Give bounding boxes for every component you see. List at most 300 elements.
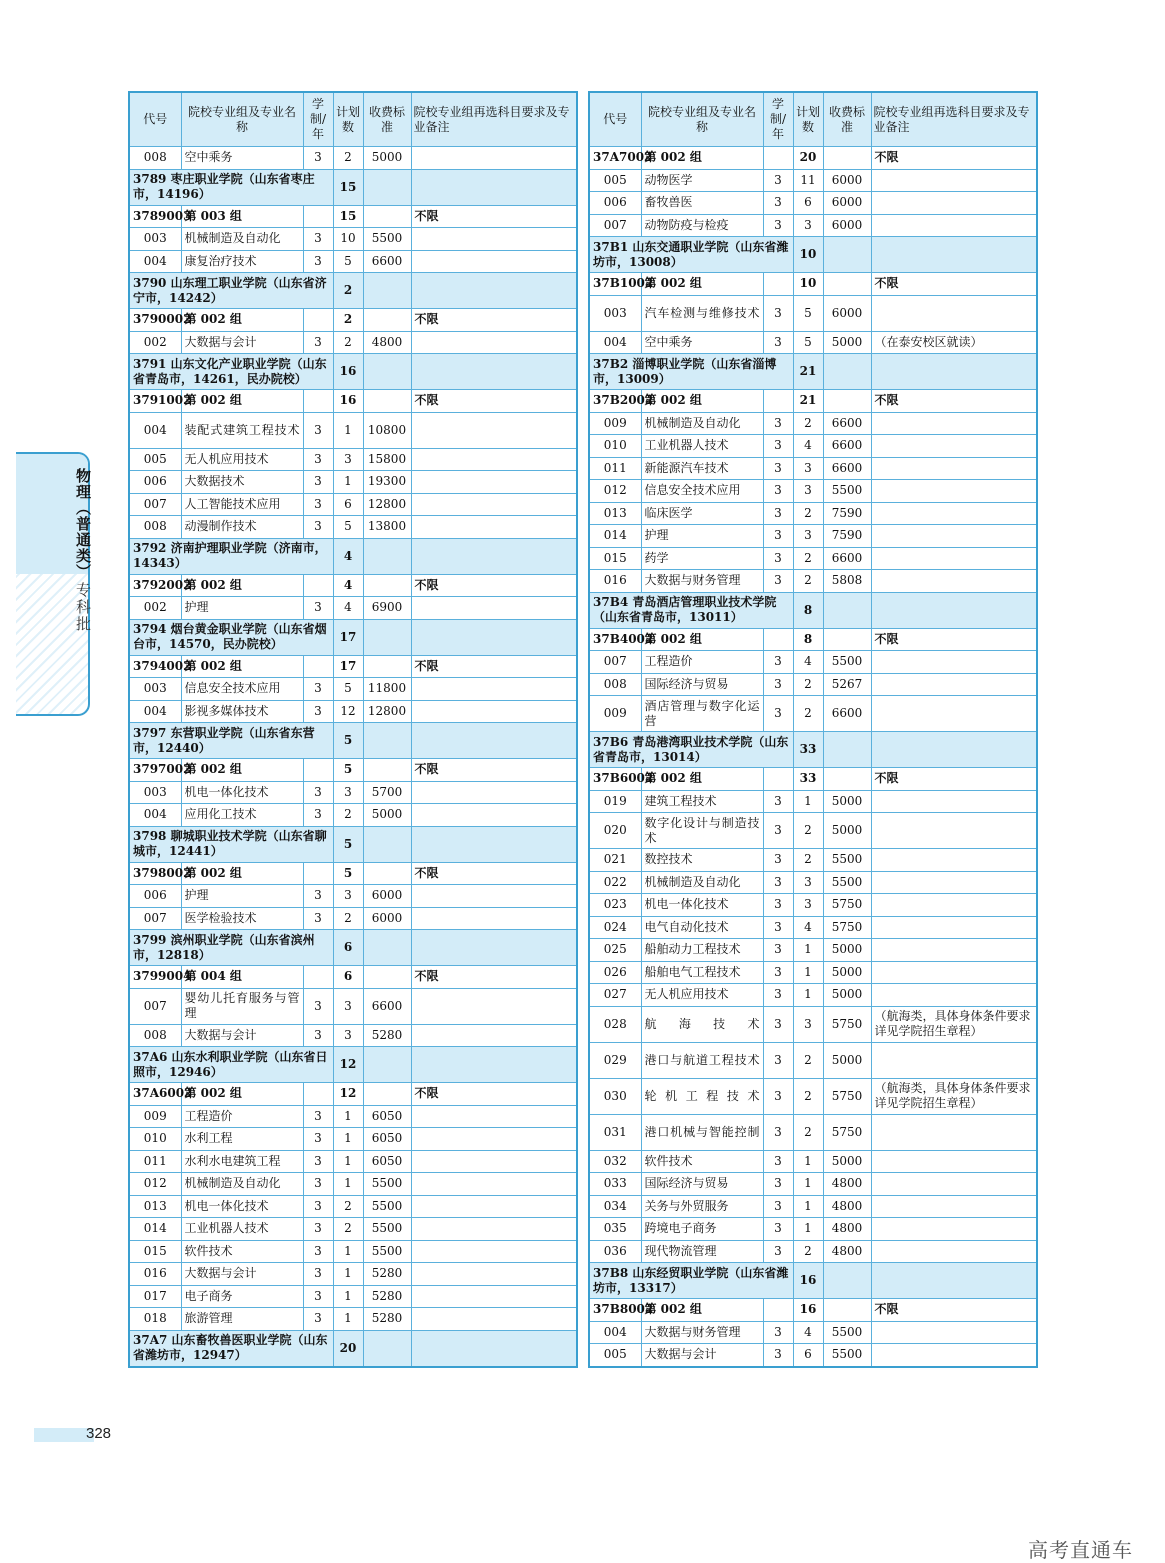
major-remark — [871, 673, 1037, 696]
major-code: 006 — [129, 885, 181, 908]
major-row — [589, 1114, 1037, 1150]
years: 3 — [763, 1195, 793, 1218]
remark-cell — [411, 826, 577, 862]
major-name: 工程造价 — [181, 1105, 303, 1128]
plan-count: 2 — [793, 1078, 823, 1114]
major-name: 航海技术 — [641, 1006, 763, 1042]
major-remark — [871, 651, 1037, 674]
major-remark — [411, 1024, 577, 1047]
major-code: 033 — [589, 1173, 641, 1196]
major-remark — [411, 1308, 577, 1331]
tuition-fee: 15800 — [363, 448, 411, 471]
major-code: 002 — [129, 597, 181, 620]
plan-count: 16 — [333, 390, 363, 413]
plan-count: 1 — [333, 1240, 363, 1263]
remark-cell — [411, 354, 577, 390]
major-name: 轮机工程技术 — [641, 1078, 763, 1114]
fee-cell — [363, 826, 411, 862]
institution-row — [129, 1330, 577, 1367]
major-remark — [871, 457, 1037, 480]
plan-count: 6 — [333, 930, 363, 966]
plan-count: 5 — [793, 331, 823, 354]
major-name: 婴幼儿托育服务与管理 — [181, 988, 303, 1024]
tuition-fee: 5000 — [363, 147, 411, 170]
plan-count: 3 — [793, 457, 823, 480]
institution-row — [129, 354, 577, 390]
major-code: 008 — [129, 147, 181, 170]
years: 3 — [303, 1128, 333, 1151]
major-name: 工业机器人技术 — [181, 1218, 303, 1241]
plan-count: 1 — [333, 471, 363, 494]
subject-requirement: 不限 — [871, 273, 1037, 296]
group-code: 3799004 — [129, 966, 181, 989]
plan-count: 3 — [793, 480, 823, 503]
years: 3 — [763, 916, 793, 939]
plan-count: 3 — [333, 781, 363, 804]
group-name: 第 002 组 — [641, 1299, 763, 1322]
major-name: 影视多媒体技术 — [181, 700, 303, 723]
major-name: 临床医学 — [641, 502, 763, 525]
plan-count: 10 — [793, 237, 823, 273]
major-remark — [871, 1321, 1037, 1344]
major-code: 020 — [589, 813, 641, 849]
major-code: 007 — [129, 493, 181, 516]
major-row — [589, 1321, 1037, 1344]
institution-row — [589, 732, 1037, 768]
major-group-row — [589, 390, 1037, 413]
major-row — [129, 331, 577, 354]
plan-count: 2 — [793, 570, 823, 593]
years-cell — [763, 1299, 793, 1322]
remark-cell — [411, 1047, 577, 1083]
group-code: 37B8002 — [589, 1299, 641, 1322]
major-row — [589, 790, 1037, 813]
major-row — [589, 1344, 1037, 1367]
years: 3 — [763, 673, 793, 696]
major-name: 工业机器人技术 — [641, 435, 763, 458]
major-row — [589, 435, 1037, 458]
fee-cell — [823, 147, 871, 170]
major-remark — [411, 597, 577, 620]
years: 3 — [303, 885, 333, 908]
major-code: 007 — [589, 651, 641, 674]
years: 3 — [763, 295, 793, 331]
years: 3 — [303, 1173, 333, 1196]
major-row — [589, 192, 1037, 215]
major-code: 031 — [589, 1114, 641, 1150]
major-remark — [871, 984, 1037, 1007]
major-code: 010 — [589, 435, 641, 458]
major-remark — [871, 1114, 1037, 1150]
subject-requirement: 不限 — [411, 1083, 577, 1106]
group-code: 37B4002 — [589, 628, 641, 651]
major-name: 建筑工程技术 — [641, 790, 763, 813]
major-remark — [411, 988, 577, 1024]
group-code: 37A6002 — [129, 1083, 181, 1106]
major-row — [589, 480, 1037, 503]
plan-count: 2 — [793, 502, 823, 525]
tuition-fee: 5500 — [363, 228, 411, 251]
tuition-fee: 5500 — [823, 871, 871, 894]
major-name: 汽车检测与维修技术 — [641, 295, 763, 331]
major-row — [129, 471, 577, 494]
plan-count: 1 — [793, 1173, 823, 1196]
major-row — [129, 597, 577, 620]
major-code: 010 — [129, 1128, 181, 1151]
tuition-fee: 6600 — [363, 988, 411, 1024]
major-name: 大数据与会计 — [641, 1344, 763, 1367]
plan-count: 15 — [333, 169, 363, 205]
major-remark — [871, 696, 1037, 732]
group-code: 37B2002 — [589, 390, 641, 413]
tuition-fee: 6000 — [823, 214, 871, 237]
plan-count: 17 — [333, 655, 363, 678]
major-group-row — [129, 205, 577, 228]
major-remark — [411, 1105, 577, 1128]
major-name: 大数据与会计 — [181, 1263, 303, 1286]
major-row — [589, 1240, 1037, 1263]
major-remark — [871, 547, 1037, 570]
fee-cell — [823, 628, 871, 651]
major-name: 大数据与财务管理 — [641, 570, 763, 593]
major-name: 机械制造及自动化 — [181, 228, 303, 251]
institution-name: 3792 济南护理职业学院（济南市，14343） — [129, 538, 333, 574]
tuition-fee: 6600 — [823, 547, 871, 570]
years: 3 — [763, 651, 793, 674]
years: 3 — [303, 412, 333, 448]
major-remark — [871, 894, 1037, 917]
institution-name: 3798 聊城职业技术学院（山东省聊城市，12441） — [129, 826, 333, 862]
major-name: 现代物流管理 — [641, 1240, 763, 1263]
group-code: 3791002 — [129, 390, 181, 413]
major-row — [129, 412, 577, 448]
plan-count: 16 — [793, 1299, 823, 1322]
fee-cell — [823, 1299, 871, 1322]
years: 3 — [763, 457, 793, 480]
tuition-fee: 5500 — [823, 651, 871, 674]
major-code: 026 — [589, 961, 641, 984]
major-name: 国际经济与贸易 — [641, 673, 763, 696]
major-row — [129, 804, 577, 827]
major-group-row — [589, 1299, 1037, 1322]
major-name: 新能源汽车技术 — [641, 457, 763, 480]
major-row — [129, 228, 577, 251]
header-plan: 计划数 — [793, 92, 823, 147]
table-header-row — [129, 92, 577, 147]
tuition-fee: 6600 — [823, 412, 871, 435]
fee-cell — [363, 759, 411, 782]
years-cell — [303, 862, 333, 885]
major-remark — [411, 781, 577, 804]
major-row — [589, 871, 1037, 894]
remark-cell — [411, 723, 577, 759]
fee-cell — [363, 354, 411, 390]
major-code: 016 — [129, 1263, 181, 1286]
plan-count: 1 — [793, 1218, 823, 1241]
major-row — [129, 493, 577, 516]
group-name: 第 002 组 — [641, 768, 763, 791]
major-code: 036 — [589, 1240, 641, 1263]
plan-count: 21 — [793, 390, 823, 413]
major-row — [589, 1218, 1037, 1241]
years: 3 — [303, 1240, 333, 1263]
major-row — [589, 570, 1037, 593]
major-row — [589, 547, 1037, 570]
subject-requirement: 不限 — [871, 768, 1037, 791]
major-row — [129, 700, 577, 723]
major-remark: （航海类，具体身体条件要求详见学院招生章程） — [871, 1078, 1037, 1114]
major-code: 005 — [589, 169, 641, 192]
subject-requirement: 不限 — [411, 390, 577, 413]
major-remark — [411, 331, 577, 354]
major-name: 软件技术 — [181, 1240, 303, 1263]
years: 3 — [763, 939, 793, 962]
fee-cell — [363, 655, 411, 678]
plan-count: 6 — [793, 1344, 823, 1367]
major-row — [129, 678, 577, 701]
major-code: 016 — [589, 570, 641, 593]
institution-name: 37A6 山东水利职业学院（山东省日照市，12946） — [129, 1047, 333, 1083]
plan-count: 33 — [793, 732, 823, 768]
major-code: 004 — [129, 250, 181, 273]
subject-requirement: 不限 — [411, 759, 577, 782]
years: 3 — [303, 331, 333, 354]
tuition-fee: 5750 — [823, 1114, 871, 1150]
major-remark — [411, 448, 577, 471]
subject-requirement: 不限 — [411, 574, 577, 597]
years: 3 — [303, 1285, 333, 1308]
plan-count: 5 — [333, 826, 363, 862]
years: 3 — [303, 781, 333, 804]
tuition-fee: 5500 — [363, 1173, 411, 1196]
major-name: 大数据与会计 — [181, 1024, 303, 1047]
major-name: 机械制造及自动化 — [641, 871, 763, 894]
plan-count: 20 — [333, 1330, 363, 1367]
plan-count: 5 — [333, 678, 363, 701]
years: 3 — [763, 412, 793, 435]
major-code: 004 — [589, 331, 641, 354]
watermark: 高考直通车 — [1028, 1538, 1133, 1562]
header-remark: 院校专业组再选科目要求及专业备注 — [411, 92, 577, 147]
tuition-fee: 13800 — [363, 516, 411, 539]
major-row — [589, 894, 1037, 917]
tuition-fee: 6000 — [823, 169, 871, 192]
group-name: 第 002 组 — [181, 759, 303, 782]
remark-cell — [871, 354, 1037, 390]
plan-count: 2 — [793, 412, 823, 435]
group-name: 第 002 组 — [641, 390, 763, 413]
plan-count: 1 — [793, 790, 823, 813]
major-code: 007 — [129, 907, 181, 930]
major-row — [129, 516, 577, 539]
group-code: 3790002 — [129, 309, 181, 332]
major-remark — [871, 1042, 1037, 1078]
years: 3 — [763, 502, 793, 525]
major-code: 007 — [129, 988, 181, 1024]
major-remark — [411, 1128, 577, 1151]
major-remark — [411, 907, 577, 930]
major-remark — [871, 813, 1037, 849]
years-cell — [763, 768, 793, 791]
major-code: 002 — [129, 331, 181, 354]
major-name: 机电一体化技术 — [641, 894, 763, 917]
major-remark — [871, 871, 1037, 894]
major-row — [589, 1195, 1037, 1218]
major-code: 014 — [589, 525, 641, 548]
major-name: 电气自动化技术 — [641, 916, 763, 939]
major-name: 水利水电建筑工程 — [181, 1150, 303, 1173]
major-remark — [411, 250, 577, 273]
group-code: 37B6002 — [589, 768, 641, 791]
tuition-fee: 12800 — [363, 493, 411, 516]
plan-count: 1 — [793, 939, 823, 962]
years-cell — [763, 628, 793, 651]
major-code: 025 — [589, 939, 641, 962]
fee-cell — [363, 862, 411, 885]
years-cell — [303, 966, 333, 989]
major-name: 关务与外贸服务 — [641, 1195, 763, 1218]
major-code: 009 — [589, 412, 641, 435]
years: 3 — [763, 1218, 793, 1241]
years: 3 — [303, 1150, 333, 1173]
years: 3 — [303, 147, 333, 170]
major-row — [129, 1240, 577, 1263]
plan-count: 1 — [333, 412, 363, 448]
major-row — [129, 250, 577, 273]
plan-count: 2 — [333, 804, 363, 827]
major-name: 药学 — [641, 547, 763, 570]
major-code: 003 — [129, 781, 181, 804]
plan-count: 5 — [333, 516, 363, 539]
institution-name: 37B4 青岛酒店管理职业技术学院（山东省青岛市，13011） — [589, 592, 793, 628]
plan-count: 4 — [333, 574, 363, 597]
major-code: 008 — [129, 516, 181, 539]
major-remark — [871, 916, 1037, 939]
major-name: 康复治疗技术 — [181, 250, 303, 273]
fee-cell — [363, 966, 411, 989]
major-row — [589, 1078, 1037, 1114]
page-number-bar — [34, 1428, 94, 1442]
major-name: 旅游管理 — [181, 1308, 303, 1331]
major-remark — [411, 804, 577, 827]
plan-count: 15 — [333, 205, 363, 228]
plan-count: 1 — [333, 1150, 363, 1173]
years: 3 — [763, 696, 793, 732]
major-name: 船舶电气工程技术 — [641, 961, 763, 984]
plan-count: 2 — [333, 273, 363, 309]
major-row — [129, 448, 577, 471]
years: 3 — [763, 1240, 793, 1263]
major-name: 动漫制作技术 — [181, 516, 303, 539]
major-remark — [871, 961, 1037, 984]
major-group-row — [589, 147, 1037, 170]
plan-count: 16 — [333, 354, 363, 390]
tuition-fee: 5280 — [363, 1285, 411, 1308]
years: 3 — [763, 1173, 793, 1196]
major-code: 014 — [129, 1218, 181, 1241]
institution-name: 3797 东营职业学院（山东省东营市，12440） — [129, 723, 333, 759]
major-code: 013 — [129, 1195, 181, 1218]
major-code: 030 — [589, 1078, 641, 1114]
group-code: 3792002 — [129, 574, 181, 597]
subject-requirement: 不限 — [411, 862, 577, 885]
major-remark — [871, 1150, 1037, 1173]
group-code: 3794002 — [129, 655, 181, 678]
major-remark — [411, 678, 577, 701]
major-row — [589, 1042, 1037, 1078]
fee-cell — [363, 205, 411, 228]
major-row — [589, 961, 1037, 984]
major-code: 022 — [589, 871, 641, 894]
fee-cell — [823, 592, 871, 628]
major-group-row — [129, 655, 577, 678]
major-code: 012 — [129, 1173, 181, 1196]
institution-name: 3790 山东理工职业学院（山东省济宁市，14242） — [129, 273, 333, 309]
right-enrollment-table — [588, 91, 1038, 1368]
plan-count: 2 — [333, 331, 363, 354]
plan-count: 3 — [333, 885, 363, 908]
years: 3 — [303, 597, 333, 620]
institution-row — [129, 619, 577, 655]
group-name: 第 002 组 — [641, 273, 763, 296]
institution-name: 3799 滨州职业学院（山东省滨州市，12818） — [129, 930, 333, 966]
major-name: 护理 — [181, 885, 303, 908]
major-remark — [411, 516, 577, 539]
fee-cell — [363, 1330, 411, 1367]
plan-count: 2 — [793, 673, 823, 696]
major-remark: （在泰安校区就读） — [871, 331, 1037, 354]
tuition-fee: 4800 — [823, 1240, 871, 1263]
plan-count: 4 — [333, 597, 363, 620]
plan-count: 12 — [333, 1083, 363, 1106]
side-tab-category: 物理（普通类） — [74, 468, 92, 580]
major-remark — [411, 1240, 577, 1263]
years: 3 — [763, 813, 793, 849]
tuition-fee: 19300 — [363, 471, 411, 494]
tuition-fee: 6050 — [363, 1128, 411, 1151]
years: 3 — [763, 570, 793, 593]
right-table-body — [589, 147, 1037, 1367]
major-group-row — [129, 309, 577, 332]
tuition-fee: 6900 — [363, 597, 411, 620]
plan-count: 4 — [333, 538, 363, 574]
major-name: 数控技术 — [641, 849, 763, 872]
major-code: 034 — [589, 1195, 641, 1218]
major-remark — [411, 1173, 577, 1196]
years: 3 — [763, 790, 793, 813]
major-row — [129, 1218, 577, 1241]
major-name: 港口与航道工程技术 — [641, 1042, 763, 1078]
years: 3 — [763, 849, 793, 872]
major-code: 011 — [129, 1150, 181, 1173]
header-name: 院校专业组及专业名称 — [181, 92, 303, 147]
major-row — [589, 525, 1037, 548]
major-name: 畜牧兽医 — [641, 192, 763, 215]
major-row — [589, 331, 1037, 354]
institution-row — [589, 354, 1037, 390]
tuition-fee: 11800 — [363, 678, 411, 701]
tuition-fee: 5500 — [823, 849, 871, 872]
plan-count: 6 — [793, 192, 823, 215]
institution-name: 3791 山东文化产业职业学院（山东省青岛市，14261，民办院校） — [129, 354, 333, 390]
tuition-fee: 5280 — [363, 1263, 411, 1286]
group-name: 第 002 组 — [181, 574, 303, 597]
plan-count: 4 — [793, 1321, 823, 1344]
tuition-fee: 4800 — [363, 331, 411, 354]
plan-count: 4 — [793, 435, 823, 458]
tuition-fee: 5750 — [823, 894, 871, 917]
years-cell — [303, 655, 333, 678]
